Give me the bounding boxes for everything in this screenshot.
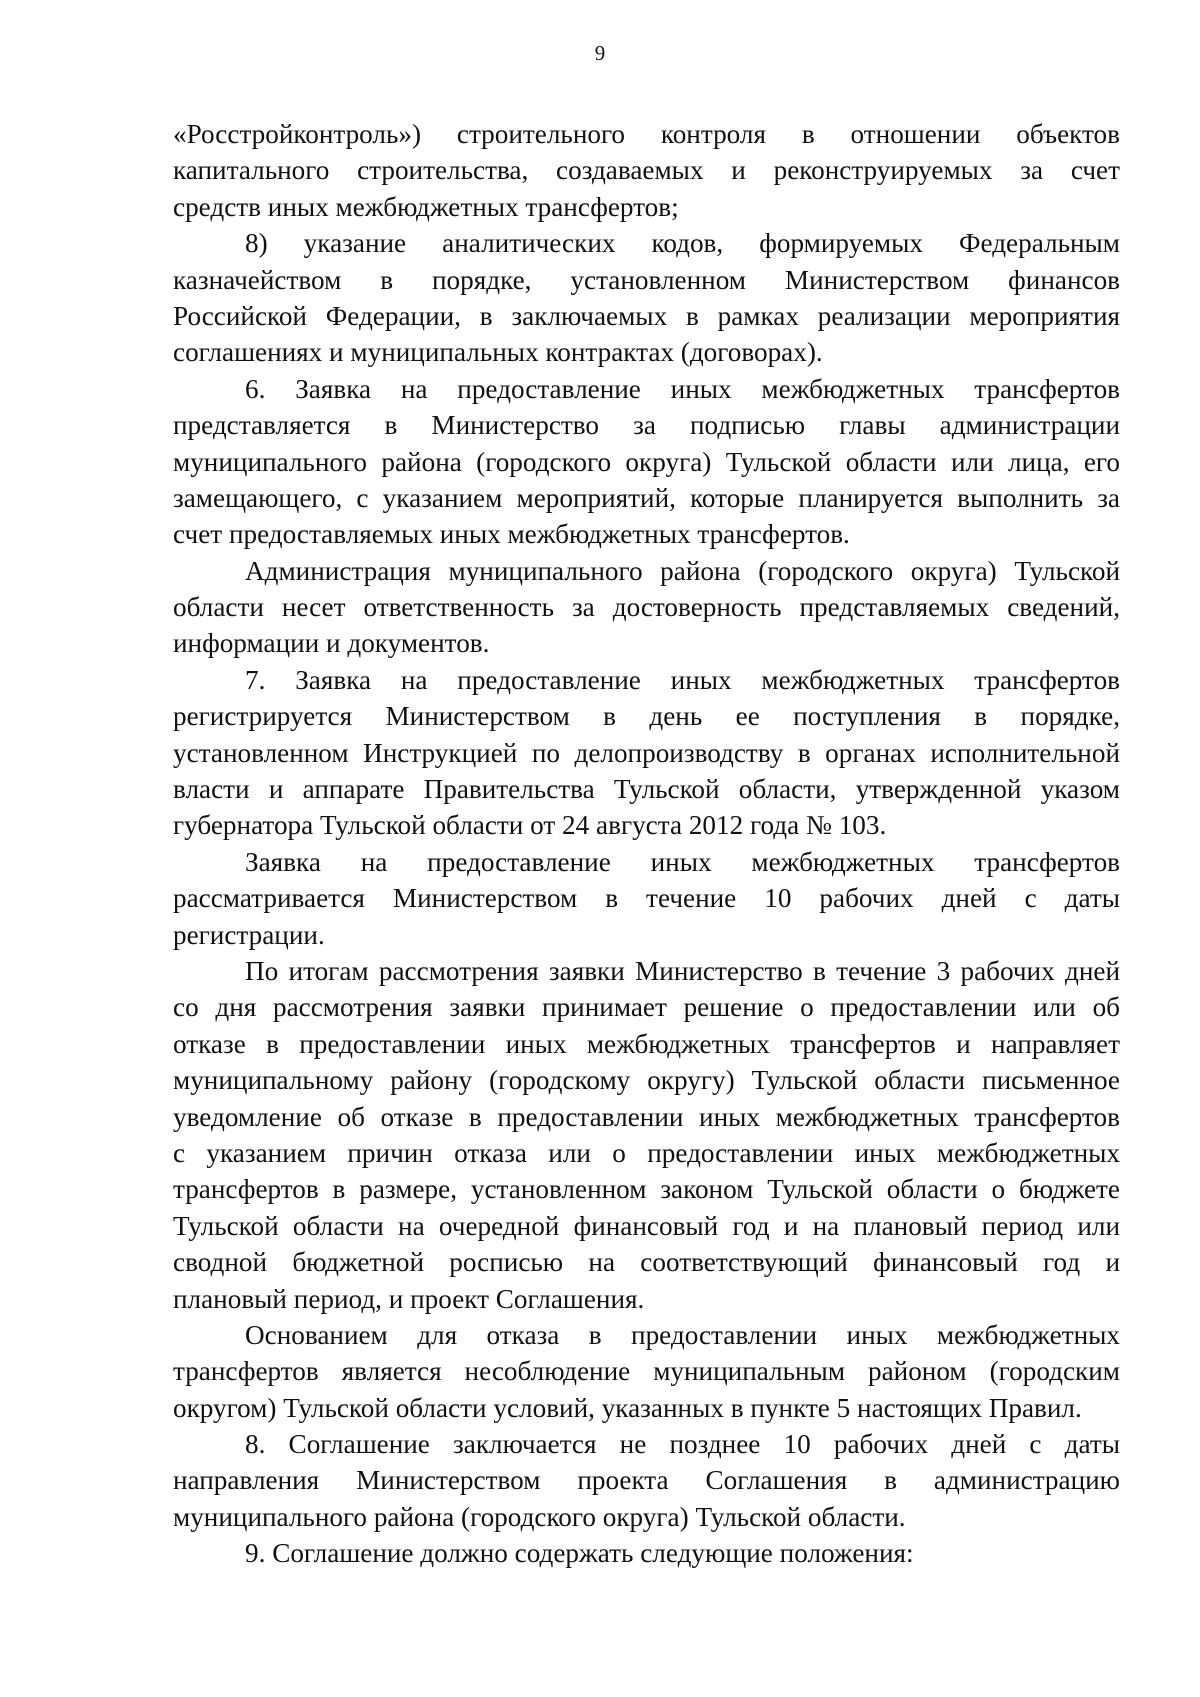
text-line: соглашениях и муниципальных контрактах (договорах). (173, 337, 823, 368)
text-line: муниципальному району (городскому округу) Тульской области письменное (173, 1065, 1120, 1096)
text-line: уведомление об отказе в предоставлении иных межбюджетных трансфертов (173, 1101, 1120, 1132)
text-line: Заявка на предоставление иных межбюджетных трансфертов (245, 846, 1120, 877)
text-line: округом) Тульской области условий, указанных в пункте 5 настоящих Правил. (173, 1392, 1082, 1423)
text-line: направления Министерством проекта Соглашения в администрацию (173, 1465, 1120, 1496)
text-line: со дня рассмотрения заявки принимает решение о предоставлении или об (173, 992, 1120, 1023)
text-line: 8) указание аналитических кодов, формируемых Федеральным (245, 228, 1120, 259)
text-line: 9. Соглашение должно содержать следующие положения: (245, 1538, 914, 1569)
text-line: замещающего, с указанием мероприятий, которые планируется выполнить за (173, 482, 1120, 513)
text-line: Администрация муниципального района (городского округа) Тульской (245, 555, 1120, 586)
text-line: капитального строительства, создаваемых и реконструируемых за счет (173, 155, 1120, 186)
text-line: 6. Заявка на предоставление иных межбюджетных трансфертов (245, 373, 1120, 404)
text-line: Российской Федерации, в заключаемых в рамках реализации мероприятия (173, 300, 1120, 331)
text-line: рассматривается Министерством в течение 10 рабочих дней с даты (173, 883, 1120, 914)
text-line: Тульской области на очередной финансовый год и на плановый период или (173, 1210, 1120, 1241)
page-number: 9 (594, 41, 606, 65)
text-line: губернатора Тульской области от 24 августа 2012 года № 103. (173, 810, 887, 841)
text-line: Основанием для отказа в предоставлении иных межбюджетных (245, 1319, 1120, 1350)
text-line: власти и аппарате Правительства Тульской области, утвержденной указом (173, 774, 1120, 805)
text-line: сводной бюджетной росписью на соответствующий финансовый год и (173, 1247, 1120, 1278)
text-line: «Росстройконтроль») строительного контроля в отношении объектов (173, 119, 1120, 149)
text-line: регистрации. (173, 919, 325, 950)
document-body (173, 116, 1120, 1572)
text-line: области несет ответственность за достоверность представляемых сведений, (173, 592, 1120, 623)
text-line: информации и документов. (173, 628, 490, 659)
text-line: муниципального района (городского округа) Тульской области. (173, 1501, 906, 1532)
text-line: плановый период, и проект Соглашения. (173, 1283, 645, 1314)
text-line: трансфертов является несоблюдение муниципальным районом (городским (173, 1356, 1120, 1387)
text-line: счет предоставляемых иных межбюджетных трансфертов. (173, 519, 850, 550)
text-line: По итогам рассмотрения заявки Министерство в течение 3 рабочих дней (245, 955, 1120, 986)
text-line: регистрируется Министерством в день ее поступления в порядке, (173, 701, 1120, 732)
text-line: с указанием причин отказа или о предоставлении иных межбюджетных (173, 1137, 1120, 1168)
text-line: установленном Инструкцией по делопроизводству в органах исполнительной (173, 737, 1120, 768)
text-line: казначейством в порядке, установленном Министерством финансов (173, 264, 1120, 295)
text-line: муниципального района (городского округа) Тульской области или лица, его (173, 446, 1120, 477)
text-line: отказе в предоставлении иных межбюджетных трансфертов и направляет (173, 1028, 1120, 1059)
text-line: представляется в Министерство за подписью главы администрации (173, 410, 1120, 441)
text-line: 7. Заявка на предоставление иных межбюджетных трансфертов (245, 664, 1120, 695)
text-line: трансфертов в размере, установленном законом Тульской области о бюджете (173, 1174, 1120, 1205)
text-line: 8. Соглашение заключается не позднее 10 рабочих дней с даты (245, 1429, 1120, 1460)
text-line: средств иных межбюджетных трансфертов; (173, 191, 679, 222)
